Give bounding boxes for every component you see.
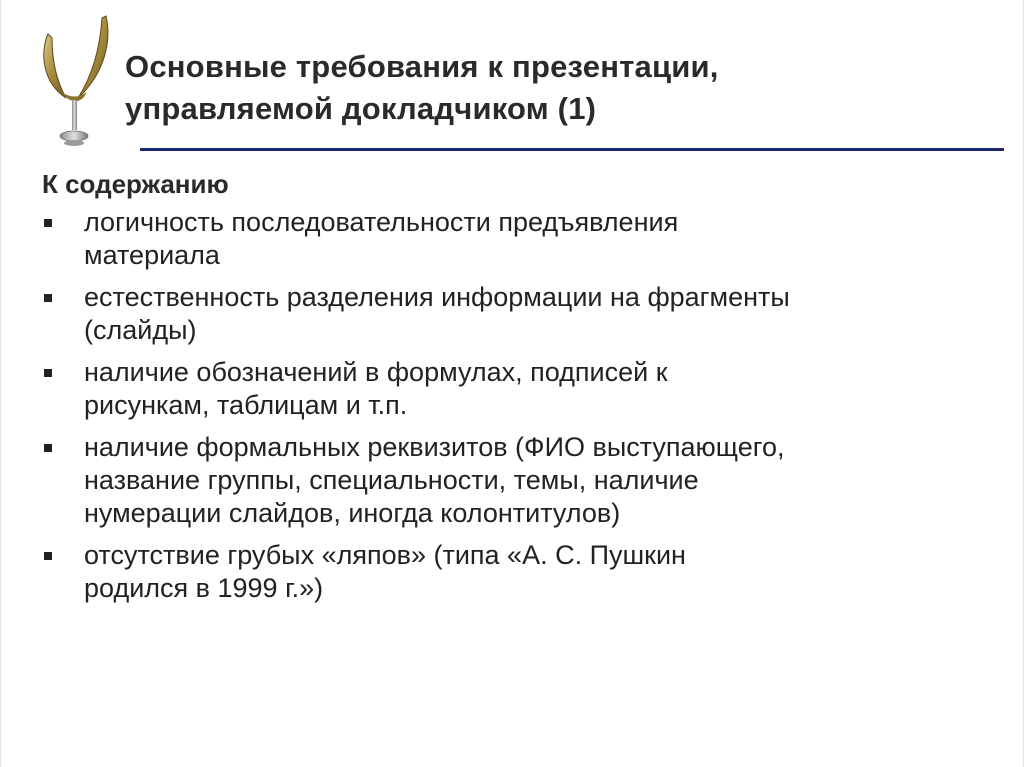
bullet-text-line: рисункам, таблицам и т.п.: [84, 390, 408, 420]
square-bullet-icon: [44, 552, 52, 560]
slide-left-border: [0, 0, 1, 767]
goblet-logo-icon: [26, 12, 126, 152]
list-item: [40, 206, 1000, 272]
section-heading: К содержанию: [42, 169, 229, 199]
bullet-text-line: наличие обозначений в формулах, подписей к: [84, 357, 668, 387]
list-item: [40, 281, 1000, 347]
bullet-text-line: родился в 1999 г.»): [84, 573, 324, 603]
list-item: [40, 356, 1000, 422]
bullet-text-line: (слайды): [84, 315, 197, 345]
bullet-text-line: название группы, специальности, темы, наличие: [84, 465, 699, 495]
slide-body: [40, 168, 1000, 614]
square-bullet-icon: [44, 444, 52, 452]
bullet-text-line: естественность разделения информации на фрагменты: [84, 282, 790, 312]
bullet-text-line: логичность последовательности предъявления: [84, 207, 679, 237]
list-item: [40, 539, 1000, 605]
square-bullet-icon: [44, 219, 52, 227]
title-line-2: управляемой докладчиком (1): [125, 91, 597, 126]
slide-title: [125, 46, 719, 130]
square-bullet-icon: [44, 369, 52, 377]
title-line-1: Основные требования к презентации,: [125, 49, 719, 84]
title-underline: [140, 148, 1004, 151]
bullet-text-line: наличие формальных реквизитов (ФИО выступающего,: [84, 432, 785, 462]
square-bullet-icon: [44, 294, 52, 302]
bullet-text-line: нумерации слайдов, иногда колонтитулов): [84, 498, 621, 528]
bullet-text-line: материала: [84, 240, 220, 270]
bullet-text-line: отсутствие грубых «ляпов» (типа «А. С. Пушкин: [84, 540, 686, 570]
list-item: [40, 431, 1000, 530]
bullet-list: [40, 206, 1000, 605]
